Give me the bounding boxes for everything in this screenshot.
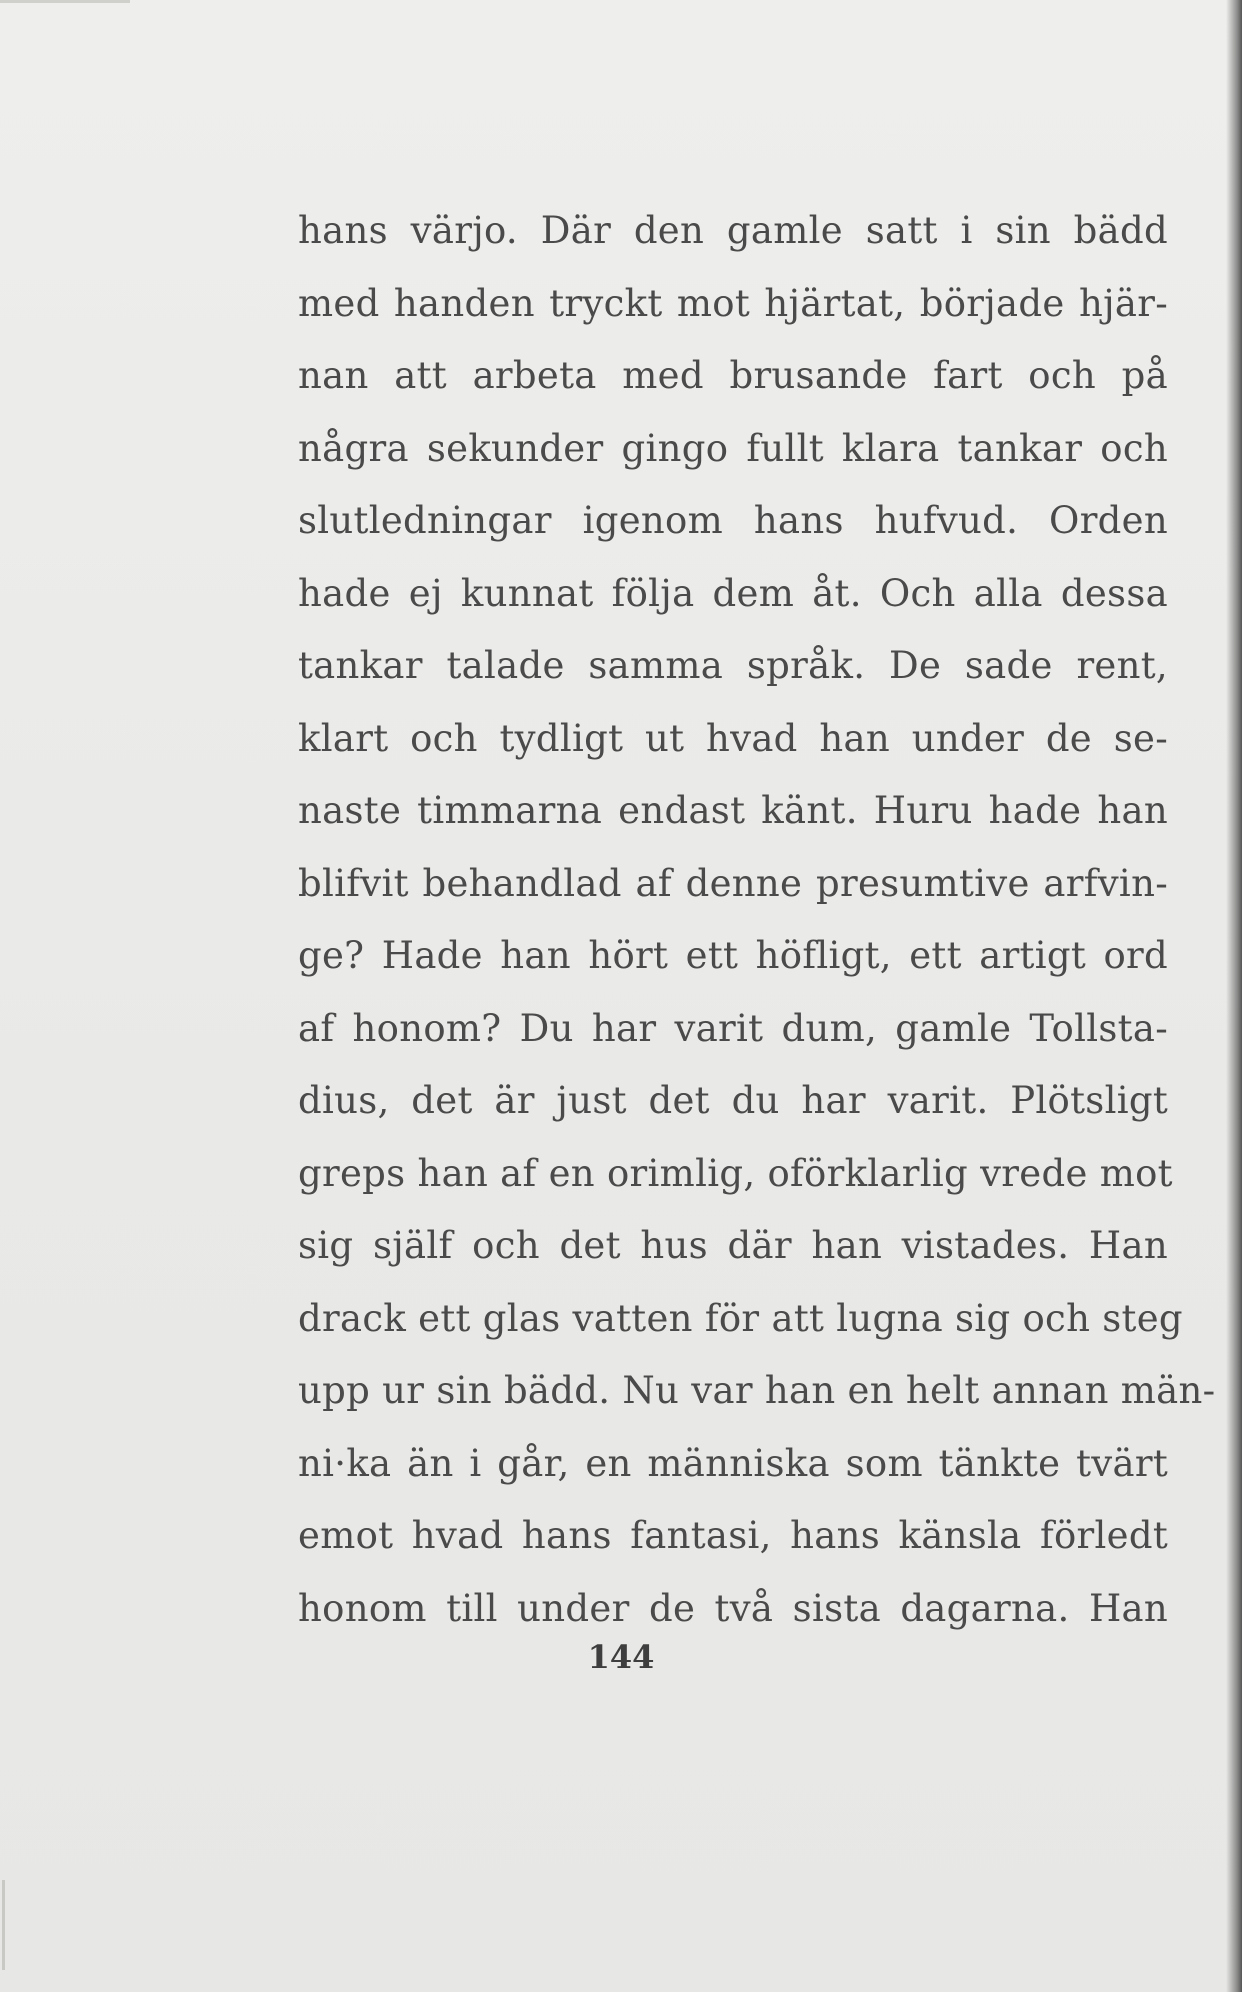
text-line: sig själf och det hus där han vistades. Han <box>298 1224 1168 1267</box>
page-number: 144 <box>587 1638 655 1676</box>
scan-edge-line <box>0 0 130 3</box>
text-line: greps han af en orimlig, oförklarlig vrede mot <box>298 1151 1173 1195</box>
text-line: några sekunder gingo fullt klara tankar och <box>298 426 1168 470</box>
text-line: hade ej kunnat följa dem åt. Och alla dessa <box>298 571 1168 615</box>
text-line: ge? Hade han hört ett höfligt, ett artigt ord <box>298 934 1168 977</box>
text-line: naste timmarna endast känt. Huru hade han <box>298 789 1168 832</box>
text-line: med handen tryckt mot hjärtat, började hjär- <box>298 281 1168 325</box>
text-line: emot hvad hans fantasi, hans känsla förledt <box>298 1514 1168 1557</box>
text-line: nan att arbeta med brusande fart och på <box>298 354 1168 397</box>
text-line: honom till under de två sista dagarna. Han <box>298 1586 1168 1630</box>
text-line: hans värjo. Där den gamle satt i sin bädd <box>298 209 1168 252</box>
text-line: af honom? Du har varit dum, gamle Tollsta- <box>298 1006 1168 1050</box>
page-edge-shadow <box>1226 0 1242 1992</box>
text-line: upp ur sin bädd. Nu var han en helt annan män- <box>298 1369 1216 1412</box>
text-line: klart och tydligt ut hvad han under de se- <box>298 716 1168 760</box>
text-line: ni·ka än i går, en människa som tänkte tvärt <box>298 1441 1168 1485</box>
text-line: blifvit behandlad af denne presumtive arfvin- <box>298 861 1168 905</box>
text-line: tankar talade samma språk. De sade rent, <box>298 644 1168 687</box>
scan-edge-mark <box>2 1880 5 1970</box>
text-line: drack ett glas vatten för att lugna sig och steg <box>298 1296 1183 1340</box>
text-line: dius, det är just det du har varit. Plötsligt <box>298 1079 1168 1122</box>
body-text <box>298 195 1216 1645</box>
text-line: slutledningar igenom hans hufvud. Orden <box>298 499 1168 542</box>
